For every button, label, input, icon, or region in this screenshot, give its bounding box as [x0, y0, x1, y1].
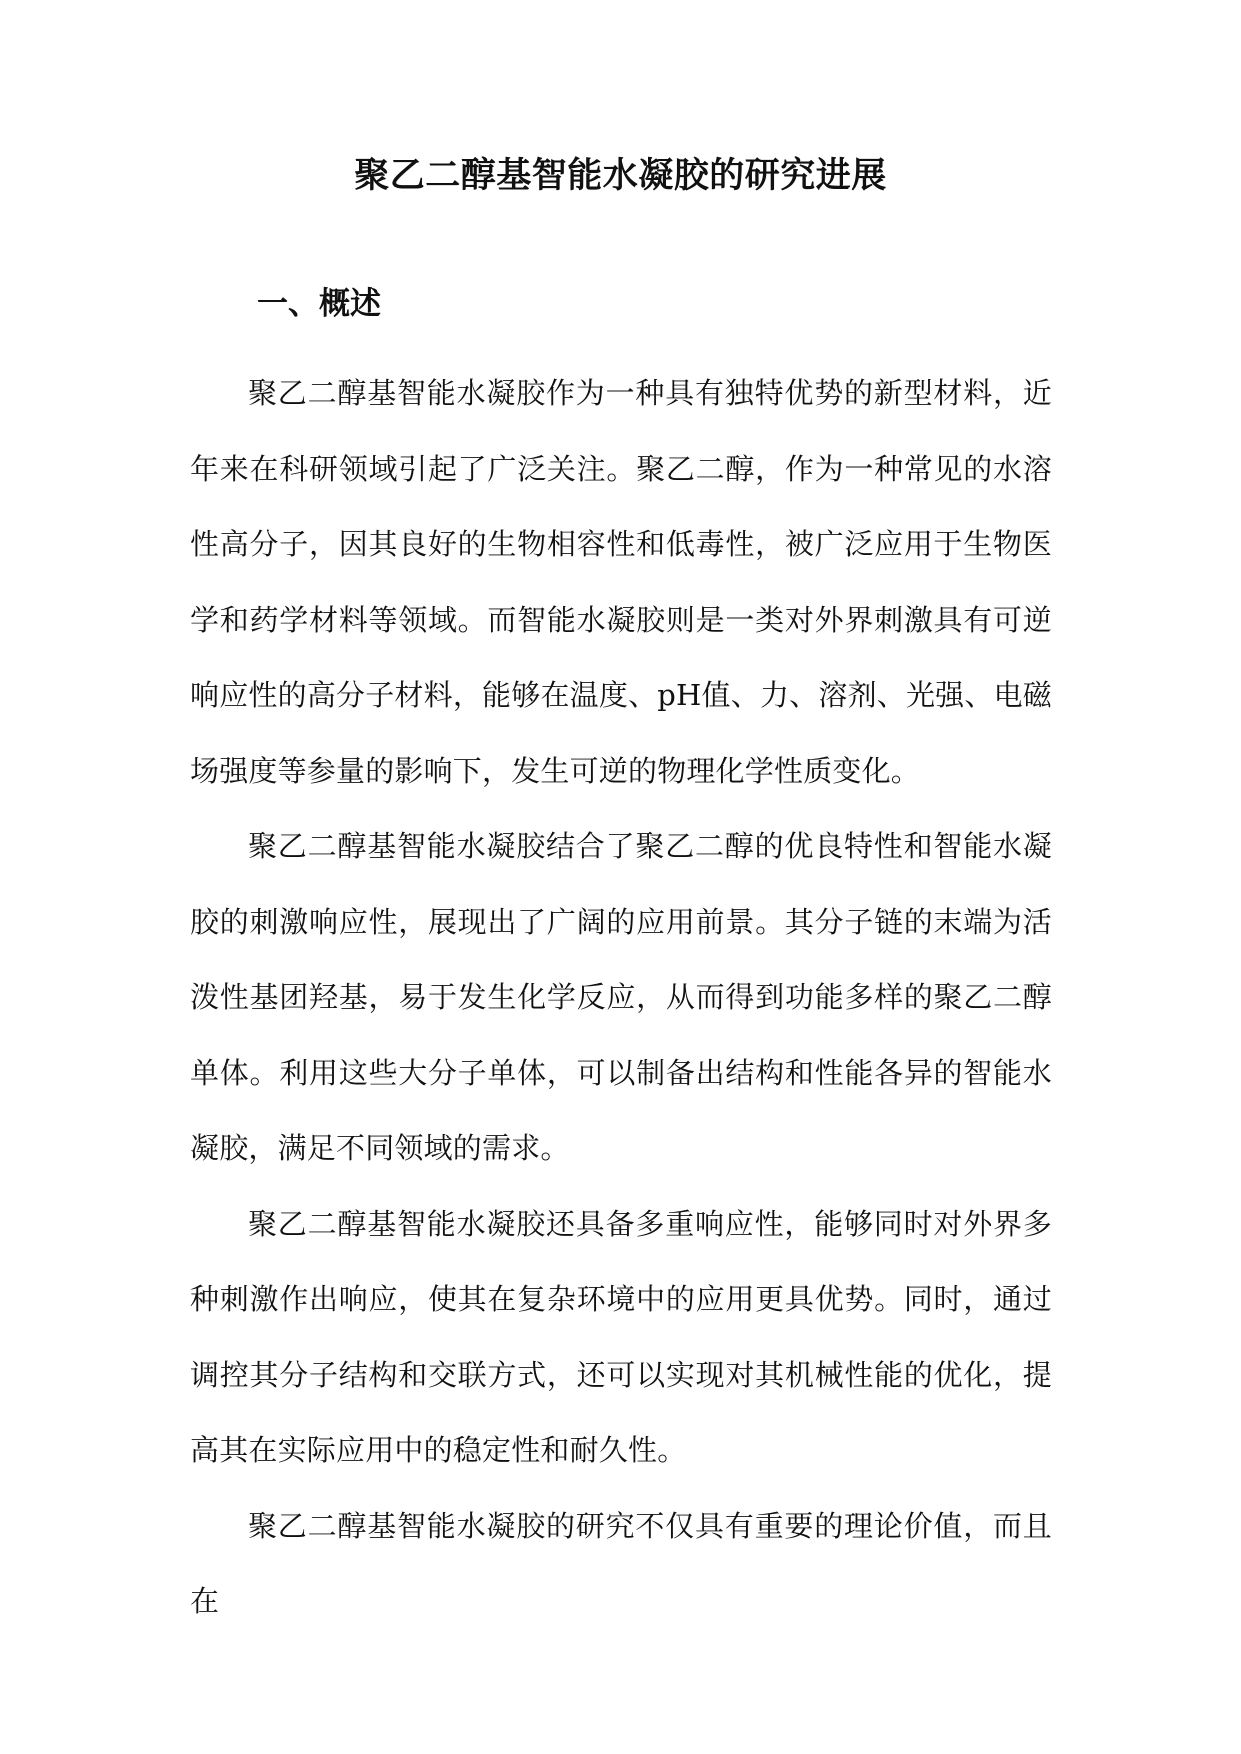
paragraph: 聚乙二醇基智能水凝胶结合了聚乙二醇的优良特性和智能水凝胶的刺激响应性，展现出了广阔的应用前景。其分子链的末端为活泼性基团羟基，易于发生化学反应，从而得到功能多样的聚乙二醇单体。利用这些大分子单体，可以制备出结构和性能各异的智能水凝胶，满足不同领域的需求。 [190, 829, 1052, 1165]
document-title: 聚乙二醇基智能水凝胶的研究进展 [354, 155, 887, 196]
paragraph: 聚乙二醇基智能水凝胶还具备多重响应性，能够同时对外界多种刺激作出响应，使其在复杂环境中的应用更具优势。同时，通过调控其分子结构和交联方式，还可以实现对其机械性能的优化，提高其在实际应用中的稳定性和耐久性。 [190, 1206, 1052, 1467]
paragraph: 聚乙二醇基智能水凝胶作为一种具有独特优势的新型材料，近年来在科研领域引起了广泛关注。聚乙二醇，作为一种常见的水溶性高分子，因其良好的生物相容性和低毒性，被广泛应用于生物医学和药学材料等领域。而智能水凝胶则是一类对外界刺激具有可逆响应性的高分子材料，能够在温度、pH值、力、溶剂、光强、电磁场强度等参量的影响下，发生可逆的物理化学性质变化。 [190, 376, 1052, 788]
section-heading: 一、概述 [257, 286, 381, 322]
paragraph: 聚乙二醇基智能水凝胶的研究不仅具有重要的理论价值，而且在 [190, 1508, 1052, 1618]
body-text [190, 356, 1052, 1640]
